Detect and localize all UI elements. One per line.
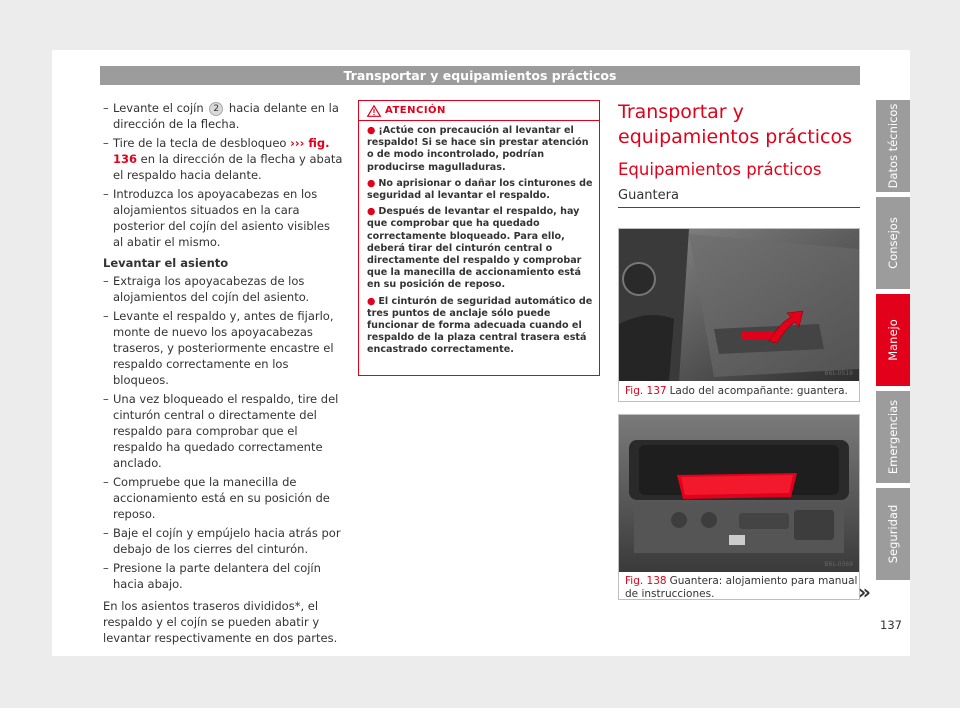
- list-item: – Extraiga los apoyacabezas de los alojamientos del cojín del asiento.: [103, 273, 343, 305]
- warning-bullet: ● ¡Actúe con precaución al levantar el respaldo! Si se hace sin prestar atención o de modo incontrolado, podrían producirse magulladuras.: [367, 125, 589, 173]
- figure-reference-link[interactable]: ››› fig. 136: [113, 136, 330, 166]
- tab-datos-tecnicos[interactable]: Datos técnicos: [876, 100, 910, 192]
- tab-seguridad[interactable]: Seguridad: [876, 488, 910, 580]
- image-code: B6L-0369: [824, 561, 853, 568]
- warning-header: [359, 101, 599, 121]
- section-title: Transportar y equipamientos prácticos: [618, 101, 852, 148]
- paragraph: En los asientos traseros divididos*, el respaldo y el cojín se pueden abatir y levantar respectivamente en dos partes.: [103, 599, 338, 645]
- figure-caption: Fig. 137 Lado del acompañante: guantera.: [625, 385, 848, 397]
- right-column: [618, 100, 860, 208]
- list-item: – Una vez bloqueado el respaldo, tire del cinturón central o directamente del respaldo para comprobar que el respaldo ha quedado correctamente anclado.: [103, 391, 343, 471]
- warning-box: [358, 100, 600, 376]
- list-item: – Introduzca los apoyacabezas en los alojamientos situados en la cara posterior del cojín del asiento visibles al abatir el mismo.: [103, 186, 343, 250]
- tab-emergencias[interactable]: Emergencias: [876, 391, 910, 483]
- bullet-dot-icon: ●: [367, 295, 376, 307]
- figure-138: [618, 414, 860, 600]
- glovebox-closed-photo: [619, 229, 859, 381]
- tab-consejos[interactable]: Consejos: [876, 197, 910, 289]
- page-number: 137: [880, 618, 902, 632]
- warning-body: [359, 121, 599, 357]
- warning-title: ATENCIÓN: [385, 105, 446, 116]
- warning-bullet: ● No aprisionar o dañar los cinturones de seguridad al levantar el respaldo.: [367, 177, 593, 202]
- topic-heading: Guantera: [618, 188, 860, 208]
- glovebox-open-photo: [619, 415, 859, 572]
- bullet-dot-icon: ●: [367, 125, 376, 136]
- section-subtitle: Equipamientos prácticos: [618, 160, 822, 179]
- list-item: – Levante el respaldo y, antes de fijarlo, monte de nuevo los apoyacabezas traseros, y posteriormente encastre el respaldo correctamente en los bloqueos.: [103, 308, 343, 388]
- subheading: Levantar el asiento: [103, 256, 229, 270]
- left-column: [103, 100, 343, 646]
- callout-number: 2: [209, 102, 223, 116]
- running-header: Transportar y equipamientos prácticos: [100, 66, 860, 85]
- list-item: – Levante el cojín 2 hacia delante en la dirección de la flecha.: [103, 100, 343, 132]
- bullet-dot-icon: ●: [367, 177, 376, 189]
- figure-caption: Fig. 138 Guantera: alojamiento para manual de instrucciones.: [625, 575, 858, 600]
- list-item: – Baje el cojín y empújelo hacia atrás por debajo de los cierres del cinturón.: [103, 525, 343, 557]
- warning-bullet: ● Después de levantar el respaldo, hay que comprobar que ha quedado correctamente bloqueado. Para ello, deberá tirar del cinturón central o directamente del respaldo y comprobar que la manecilla de accionamiento está en su posición de reposo.: [367, 206, 582, 291]
- warning-bullet: ● El cinturón de seguridad automático de tres puntos de anclaje sólo puede funcionar de forma adecuada cuando el respaldo de la plaza central trasera está encastrado correctamente.: [367, 295, 593, 356]
- list-item: – Compruebe que la manecilla de accionamiento está en su posición de reposo.: [103, 474, 343, 522]
- bullet-dot-icon: ●: [367, 206, 376, 218]
- tab-manejo[interactable]: Manejo: [876, 294, 910, 386]
- list-item: – Tire de la tecla de desbloqueo ››› fig. 136 en la dirección de la flecha y abata el respaldo hacia delante.: [103, 135, 343, 183]
- image-code: B6L-0519: [824, 370, 853, 377]
- list-item: – Presione la parte delantera del cojín hacia abajo.: [103, 560, 343, 592]
- warning-triangle-icon: [367, 105, 381, 117]
- figure-137: [618, 228, 860, 402]
- continued-marker: »: [858, 580, 871, 604]
